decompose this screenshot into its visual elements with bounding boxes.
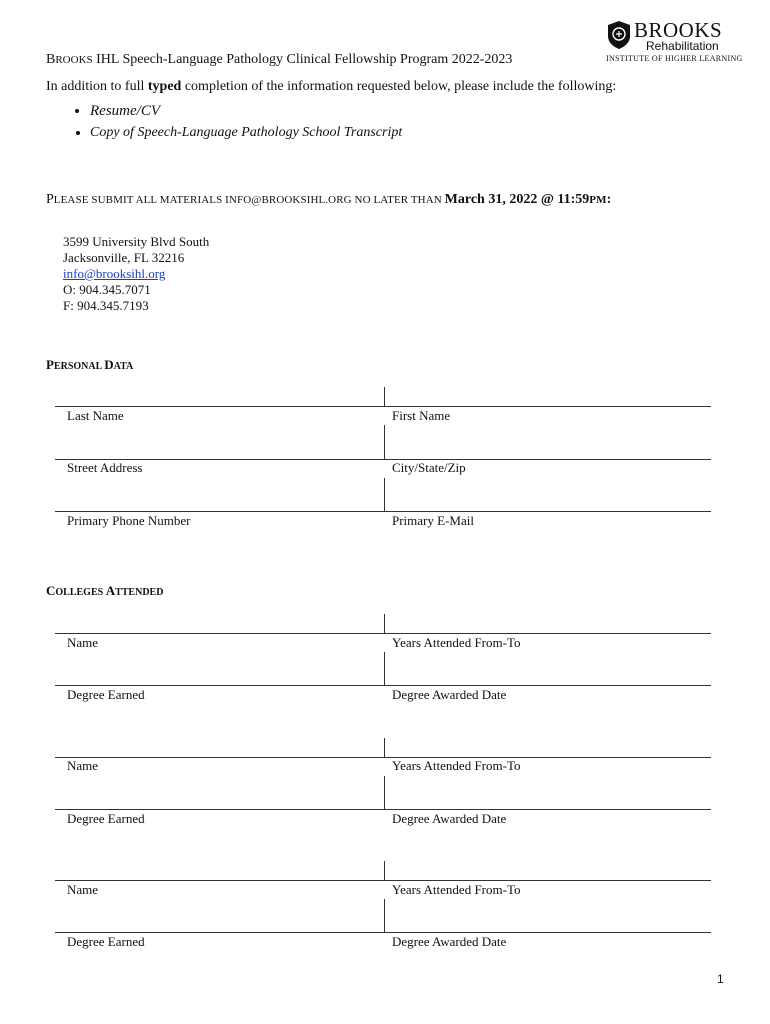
primary-email-field[interactable]: Primary E-Mail — [392, 513, 474, 528]
field-divider — [384, 614, 385, 634]
typed-emphasis: typed — [147, 79, 182, 94]
form-line — [55, 932, 711, 933]
degree-earned-field[interactable]: Degree Earned — [67, 811, 145, 826]
field-divider — [384, 478, 385, 511]
degree-date-field[interactable]: Degree Awarded Date — [392, 811, 507, 826]
fax-number: F: 904.345.7193 — [63, 298, 149, 313]
years-attended-field[interactable]: Years Attended From-To — [392, 882, 521, 897]
form-line — [55, 757, 711, 758]
field-divider — [384, 425, 385, 459]
submission-instructions: PLEASE SUBMIT ALL MATERIALS INFO@BROOKSIHL.ORG NO LATER THAN March 31, 2022 @ 11:59PM: — [46, 192, 612, 207]
colleges-attended-heading: COLLEGES ATTENDED — [46, 583, 164, 598]
deadline: March 31, 2022 @ 11:59PM: — [444, 192, 612, 207]
degree-date-field[interactable]: Degree Awarded Date — [392, 687, 507, 702]
city-state-zip: Jacksonville, FL 32216 — [63, 250, 185, 265]
field-divider — [384, 387, 385, 407]
degree-earned-field[interactable]: Degree Earned — [67, 687, 145, 702]
office-phone: O: 904.345.7071 — [63, 282, 151, 297]
street-address-field[interactable]: Street Address — [67, 460, 143, 475]
form-line — [55, 511, 711, 512]
last-name-field[interactable]: Last Name — [67, 408, 124, 423]
college-name-field[interactable]: Name — [67, 635, 99, 650]
form-line — [55, 633, 711, 634]
form-line — [55, 809, 711, 810]
college-name-field[interactable]: Name — [67, 882, 99, 897]
years-attended-field[interactable]: Years Attended From-To — [392, 758, 521, 773]
logo-tagline: INSTITUTE OF HIGHER LEARNING — [606, 54, 743, 63]
degree-date-field[interactable]: Degree Awarded Date — [392, 934, 507, 949]
years-attended-field[interactable]: Years Attended From-To — [392, 635, 521, 650]
intro-text: In addition to full typed completion of the information requested below, please include the following: — [46, 79, 617, 94]
form-line — [55, 880, 711, 881]
requirements-list — [46, 100, 402, 144]
list-item: • Resume/CV — [90, 100, 402, 122]
degree-earned-field[interactable]: Degree Earned — [67, 934, 145, 949]
form-line — [55, 685, 711, 686]
street-address: 3599 University Blvd South — [63, 234, 210, 249]
email-link[interactable]: info@brooksihl.org — [63, 266, 166, 281]
list-item: • Copy of Speech-Language Pathology School Transcript — [90, 122, 402, 144]
logo-brand: BROOKS — [634, 18, 723, 42]
personal-data-heading: PERSONAL DATA — [46, 357, 134, 372]
primary-phone-field[interactable]: Primary Phone Number — [67, 513, 191, 528]
field-divider — [384, 899, 385, 932]
field-divider — [384, 652, 385, 685]
field-divider — [384, 776, 385, 809]
brooks-logo — [606, 18, 752, 66]
program-title: BROOKS IHL Speech-Language Pathology Clinical Fellowship Program 2022-2023 — [46, 52, 513, 67]
page-number: 1 — [717, 972, 724, 986]
first-name-field[interactable]: First Name — [392, 408, 451, 423]
city-state-zip-field[interactable]: City/State/Zip — [392, 460, 466, 475]
form-line — [55, 459, 711, 460]
contact-address — [63, 234, 209, 314]
field-divider — [384, 738, 385, 758]
brooks-seal-icon — [606, 20, 632, 50]
college-name-field[interactable]: Name — [67, 758, 99, 773]
field-divider — [384, 861, 385, 881]
form-line — [55, 406, 711, 407]
logo-subtitle: Rehabilitation — [646, 39, 719, 53]
